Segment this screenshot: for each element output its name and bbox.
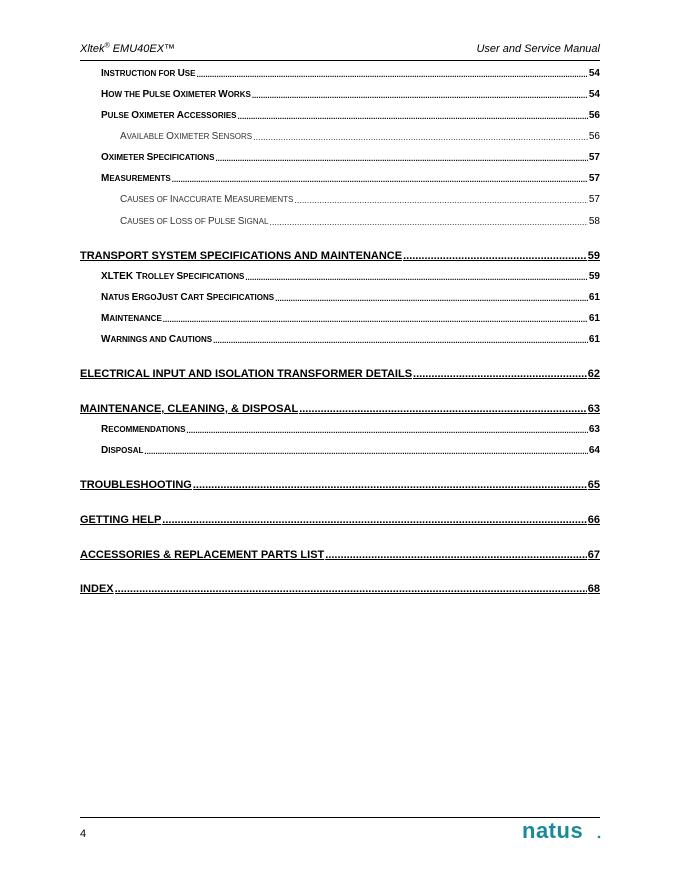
toc-entry-page: 59 bbox=[587, 250, 600, 262]
toc-entry-page: 57 bbox=[588, 152, 600, 163]
toc-entry-title: DISPOSAL bbox=[101, 445, 144, 456]
toc-entry[interactable] bbox=[101, 152, 600, 163]
toc-entry-title: CAUSES OF LOSS OF PULSE SIGNAL bbox=[120, 216, 269, 227]
toc-leader-dots bbox=[196, 70, 587, 79]
toc-leader-dots bbox=[162, 514, 586, 526]
toc-leader-dots bbox=[294, 195, 588, 205]
toc-entry-title: NATUS ERGOJUST CART SPECIFICATIONS bbox=[101, 292, 275, 303]
toc-entry-page: 58 bbox=[588, 216, 600, 227]
toc-entry[interactable] bbox=[101, 271, 600, 282]
toc-leader-dots bbox=[115, 583, 587, 595]
toc-entry-title: MAINTENANCE, CLEANING, & DISPOSAL bbox=[80, 403, 299, 415]
toc-entry-title: RECOMMENDATIONS bbox=[101, 424, 186, 435]
toc-leader-dots bbox=[403, 250, 587, 262]
toc-entry-title: WARNINGS AND CAUTIONS bbox=[101, 334, 213, 345]
toc-entry-page: 56 bbox=[588, 131, 600, 142]
toc-entry-title: AVAILABLE OXIMETER SENSORS bbox=[120, 131, 253, 142]
natus-logo bbox=[522, 816, 602, 846]
toc-entry-page: 57 bbox=[588, 194, 600, 205]
toc-entry[interactable] bbox=[101, 424, 600, 435]
toc-entry[interactable] bbox=[120, 216, 600, 227]
svg-text:natus: natus bbox=[522, 818, 584, 843]
toc-leader-dots bbox=[193, 479, 587, 491]
toc-entry[interactable] bbox=[80, 479, 600, 491]
toc-entry-page: 63 bbox=[587, 403, 600, 415]
toc-entry[interactable] bbox=[120, 131, 600, 142]
toc-entry-page: 59 bbox=[588, 271, 600, 282]
toc-entry[interactable] bbox=[101, 110, 600, 121]
toc-entry[interactable] bbox=[80, 403, 600, 415]
toc-entry-title: OXIMETER SPECIFICATIONS bbox=[101, 152, 215, 163]
toc-entry-page: 61 bbox=[588, 334, 600, 345]
page-number: 4 bbox=[80, 828, 87, 840]
toc-entry[interactable] bbox=[101, 173, 600, 184]
header-manual-title: User and Service Manual bbox=[476, 43, 600, 55]
toc-entry-title: ACCESSORIES & REPLACEMENT PARTS LIST bbox=[80, 549, 325, 561]
header-divider bbox=[80, 60, 600, 61]
toc-entry[interactable] bbox=[80, 583, 600, 595]
toc-entry[interactable] bbox=[101, 334, 600, 345]
toc-leader-dots bbox=[186, 426, 587, 435]
toc-leader-dots bbox=[253, 132, 588, 142]
toc-entry-page: 54 bbox=[588, 89, 600, 100]
toc-entry-page: 54 bbox=[588, 68, 600, 79]
toc-entry[interactable] bbox=[120, 194, 600, 205]
toc-entry-title: PULSE OXIMETER ACCESSORIES bbox=[101, 110, 237, 121]
toc-entry-page: 63 bbox=[588, 424, 600, 435]
toc-entry-title: ELECTRICAL INPUT AND ISOLATION TRANSFORMER DETAILS bbox=[80, 368, 413, 380]
toc-entry-title: CAUSES OF INACCURATE MEASUREMENTS bbox=[120, 194, 294, 205]
toc-leader-dots bbox=[252, 91, 588, 100]
toc-entry-page: 68 bbox=[587, 583, 600, 595]
toc-entry-title: XLTEK TROLLEY SPECIFICATIONS bbox=[101, 271, 245, 282]
toc-entry[interactable] bbox=[101, 68, 600, 79]
toc-entry-title: HOW THE PULSE OXIMETER WORKS bbox=[101, 89, 251, 100]
toc-leader-dots bbox=[163, 315, 588, 324]
toc-entry-page: 57 bbox=[588, 173, 600, 184]
toc-entry-page: 61 bbox=[588, 313, 600, 324]
toc-entry[interactable] bbox=[101, 313, 600, 324]
toc-entry[interactable] bbox=[80, 250, 600, 262]
toc-entry[interactable] bbox=[101, 445, 600, 456]
toc-entry-page: 66 bbox=[587, 514, 600, 526]
toc-leader-dots bbox=[172, 175, 588, 184]
toc-entry[interactable] bbox=[101, 292, 600, 303]
toc-entry-page: 61 bbox=[588, 292, 600, 303]
toc-leader-dots bbox=[238, 112, 588, 121]
toc-leader-dots bbox=[245, 273, 588, 282]
toc-leader-dots bbox=[213, 336, 588, 345]
toc-entry-page: 65 bbox=[587, 479, 600, 491]
toc-leader-dots bbox=[299, 403, 587, 415]
toc-entry-page: 64 bbox=[588, 445, 600, 456]
toc-entry-title: TRANSPORT SYSTEM SPECIFICATIONS AND MAINTENANCE bbox=[80, 250, 403, 262]
header-product: Xltek® EMU40EX™ bbox=[80, 42, 176, 55]
toc-leader-dots bbox=[275, 294, 588, 303]
toc-leader-dots bbox=[325, 549, 586, 561]
toc-leader-dots bbox=[269, 217, 587, 227]
toc-entry-title: MEASUREMENTS bbox=[101, 173, 171, 184]
toc-entry-page: 67 bbox=[587, 549, 600, 561]
toc-entry-title: GETTING HELP bbox=[80, 514, 162, 526]
toc-entry-title: INSTRUCTION FOR USE bbox=[101, 68, 196, 79]
toc-entry[interactable] bbox=[80, 514, 600, 526]
toc-leader-dots bbox=[413, 368, 587, 380]
toc-entry-title: TROUBLESHOOTING bbox=[80, 479, 192, 491]
toc-entry-title: INDEX bbox=[80, 583, 114, 595]
toc-entry[interactable] bbox=[80, 368, 600, 380]
toc-leader-dots bbox=[215, 154, 587, 163]
toc-entry[interactable] bbox=[80, 549, 600, 561]
toc-entry-page: 62 bbox=[587, 368, 600, 380]
toc-entry-page: 56 bbox=[588, 110, 600, 121]
toc-entry-title: MAINTENANCE bbox=[101, 313, 162, 324]
toc-entry[interactable] bbox=[101, 89, 600, 100]
toc-leader-dots bbox=[144, 447, 588, 456]
